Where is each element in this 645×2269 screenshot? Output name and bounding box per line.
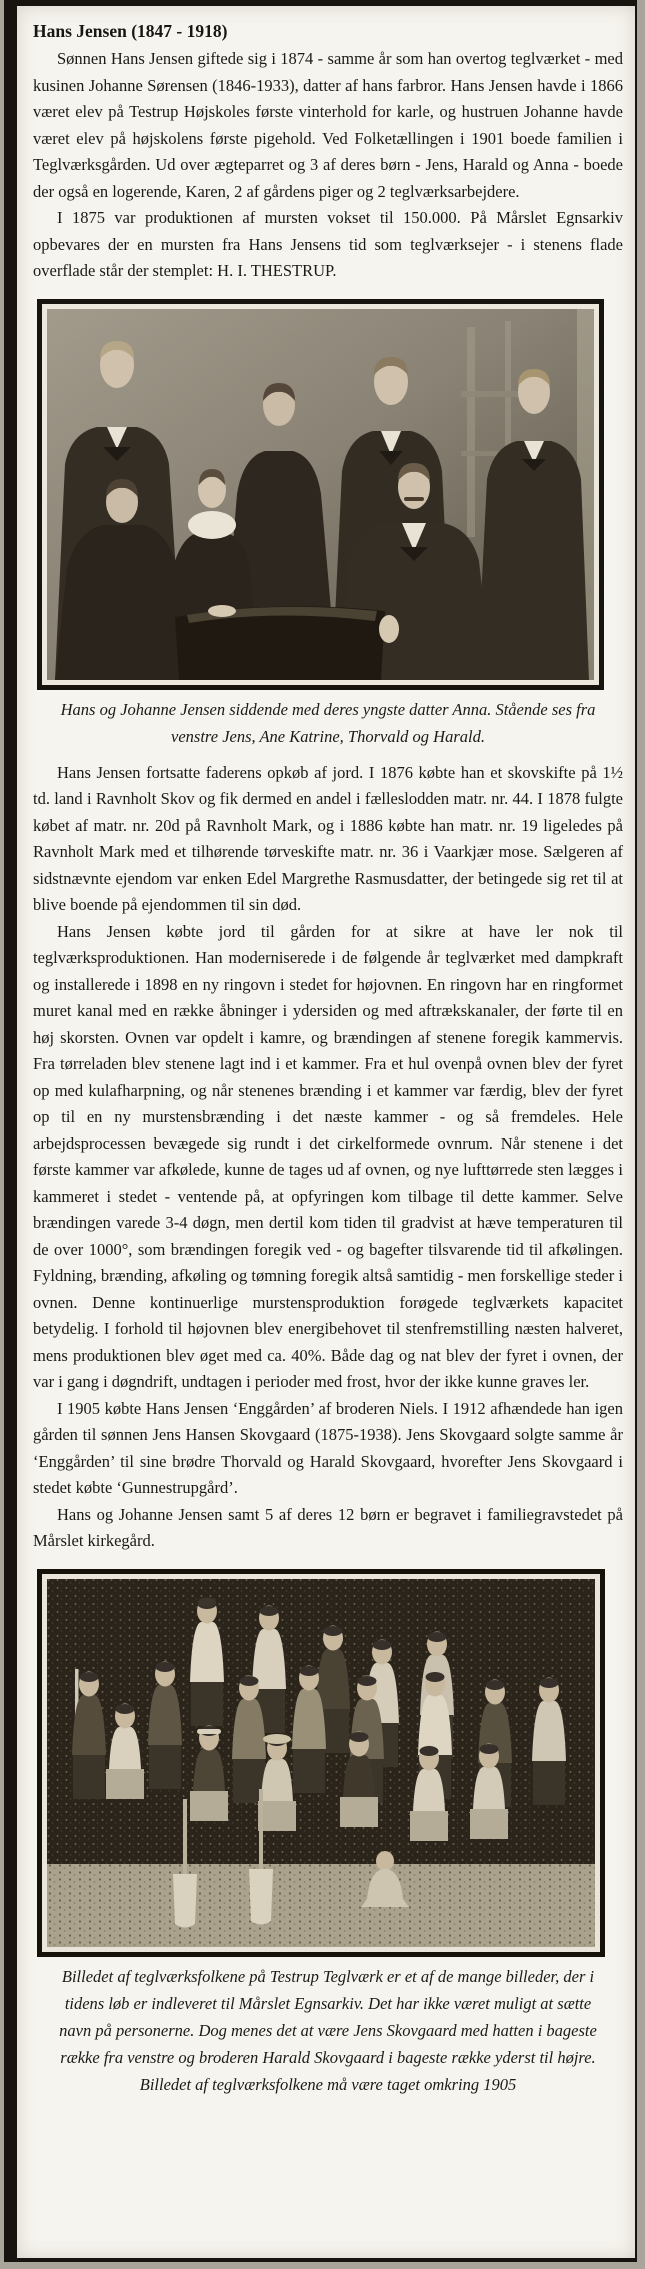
- family-photo-caption: Hans og Johanne Jensen siddende med deres yngste datter Anna. Stående ses fra venstre Jens, Ane Katrine, Thorvald og Harald.: [60, 699, 596, 746]
- page-title: Hans Jensen (1847 - 1918): [33, 21, 228, 41]
- workers-photo-image: [37, 1569, 605, 1957]
- family-photo: [37, 299, 604, 690]
- family-photo-image: [37, 299, 604, 690]
- workers-photo-caption: Billedet af teglværksfolkene på Testrup Teglværk er et af de mange billeder, der i tidens løb er indleveret til Mårslet Egnsarkiv. Det har ikke været muligt at sætte navn på personerne. Dog menes det at være Jens Skovgaard med hatten i bageste række fra venstre og broderen Harald Skovgaard i bageste række yderst til højre. Billedet af teglværksfolkene må være taget omkring 1905: [59, 1966, 597, 2094]
- body-paragraph-4: Hans og Johanne Jensen samt 5 af deres 12 børn er begravet i familiegravstedet på Mårslet kirkegård.: [33, 1504, 623, 1550]
- workers-photo: [37, 1569, 604, 1957]
- intro-paragraph-2: I 1875 var produktionen af mursten vokset til 150.000. På Mårslet Egnsarkiv opbevares der en mursten fra Hans Jensens tid som teglværksejer - i stenens flade overflade står der stemplet: H. I. THESTRUP.: [33, 208, 623, 280]
- document-page: [4, 0, 637, 2262]
- body-paragraph-3: I 1905 købte Hans Jensen ‘Enggården’ af broderen Niels. I 1912 afhændede han igen gården til sønnen Jens Hansen Skovgaard (1875-1938). Jens Skovgaard solgte samme år ‘Enggården’ til sine brødre Thorvald og Harald Skovgaard, hvorefter Jens Skovgaard i stedet købte ‘Gunnestrupgård’.: [33, 1398, 623, 1497]
- intro-paragraph-1: Sønnen Hans Jensen giftede sig i 1874 - samme år som han overtog teglværket - med kusinen Johanne Sørensen (1846-1933), datter af hans farbror. Hans Jensen havde i 1866 været elev på Testrup Højskoles første vinterhold for karle, og hustruen Johanne havde været elev på højskolens første pigehold. Ved Folketællingen i 1901 boede familien i Teglværksgården. Ud over ægteparret og 3 af deres børn - Jens, Harald og Anna - boede der også en logerende, Karen, 2 af gårdens piger og 2 teglværksarbejdere.: [33, 49, 623, 201]
- body-paragraph-1: Hans Jensen fortsatte faderens opkøb af jord. I 1876 købte han et skovskifte på 1½ td. land i Ravnholt Skov og fik dermed en andel i fælleslodden matr. nr. 44. I 1878 fulgte købet af matr. nr. 20d på Ravnholt Mark, og i 1886 købte han matr. nr. 19 ligeledes på Ravnholt Mark med et tilhørende tørveskifte matr. nr. 36 i Vaarkjær mose. Sælgeren af sidstnævnte ejendom var enken Edel Margrethe Rasmusdatter, der betingede sig ret til at blive boende på ejendommen til sin død.: [33, 762, 623, 914]
- table: [175, 605, 399, 680]
- body-paragraph-2: Hans Jensen købte jord til gården for at sikre at have ler nok til teglværksproduktionen. Han moderniserede i de følgende år teglværket med dampkraft og installerede i 1898 en ny ringovn i stedet for højovnen. En ringovn har en ringformet muret kanal med en række åbninger i ydersiden og med aftrækskanaler, der førte til en høj skorsten. Ovnen var opdelt i kamre, og brændingen af stenene foregik kammervis. Fra tørreladen blev stenene lagt ind i et kammer. Fra et hul ovenpå ovnen blev der fyret op med kulafharpning, og når stenenes brænding i et kammer var færdig, blev der fyret op til en ny murstensbrænding i det næste kammer - og så fremdeles. Hele arbejdsprocessen bevægede sig rundt i det cirkelformede ovnrum. Når stenene i det første kammer var afkølede, kunne de tages ud af ovnen, og nye lufttørrede sten lægges i kammeret i stedet - ventende på, at opfyringen kom tilbage til dette kammer. Selve brændingen varede 3-4 døgn, men dertil kom tiden til gradvist at hæve temperaturen til de over 1000°, som brændingen foregik ved - og bagefter tilsvarende tid til afkølingen. Fyldning, brænding, afkøling og tømning foregik altså samtidig - men forskellige steder i ovnen. Denne kontinuerlige murstensproduktion forøgede teglværkets kapacitet betydelig. I forhold til højovnen blev energibehovet til stenfremstilling næsten halveret, mens produktionen blev øget med ca. 40%. Både dag og nat blev der fyret i ovnen, der var i gang i døgndrift, undtagen i perioder med frost, hvor der ikke kunne graves ler.: [33, 921, 623, 1391]
